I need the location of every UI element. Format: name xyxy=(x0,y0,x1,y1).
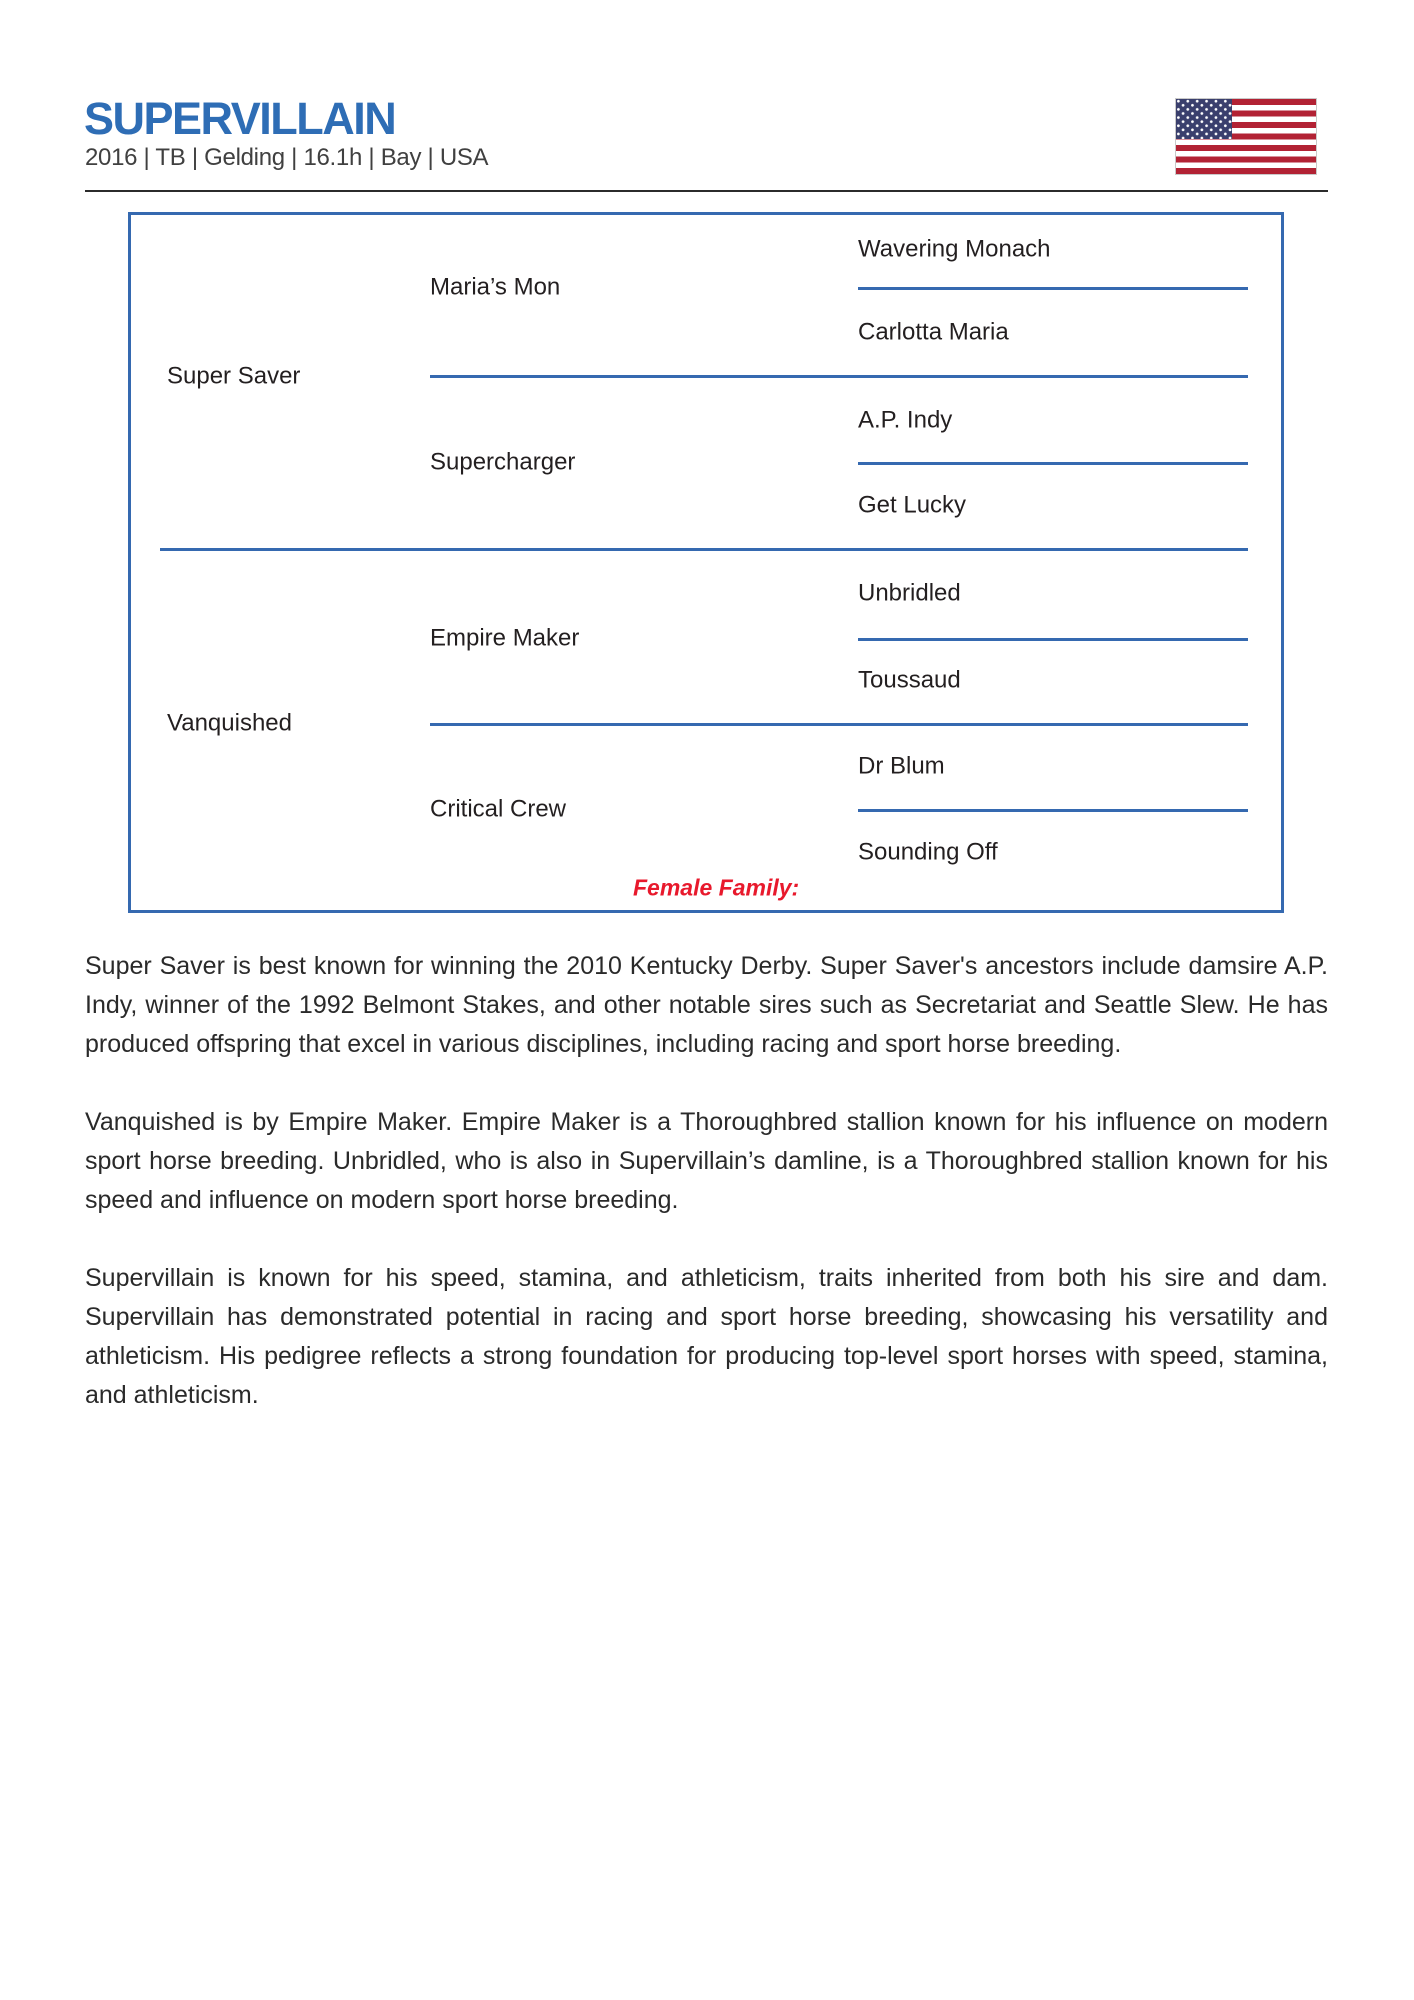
pedigree-chart xyxy=(128,212,1284,913)
pedigree-sire-name: Super Saver xyxy=(167,362,301,390)
pedigree-dam-name: Vanquished xyxy=(167,709,292,737)
pedigree-dam-dam-sire-name: Dr Blum xyxy=(858,752,945,780)
pedigree-separator-line xyxy=(858,638,1248,641)
pedigree-dam-dam-name: Critical Crew xyxy=(430,795,567,823)
pedigree-sire-dam-name: Supercharger xyxy=(430,448,576,476)
pedigree-sire-sire-dam-name: Carlotta Maria xyxy=(858,318,1009,346)
paragraph-sire-description: Super Saver is best known for winning the 2010 Kentucky Derby. Super Saver's ancestors include damsire A.P. Indy, winner of the 1992 Belmont Stakes, and other notable sires such as Secretariat and Seattle Slew. He has produced offspring that excel in various disciplines, including racing and sport horse breeding. xyxy=(85,952,1328,1058)
pedigree-separator-line xyxy=(430,375,1248,378)
paragraph-horse-description: Supervillain is known for his speed, stamina, and athleticism, traits inherited from both his sire and dam. Supervillain has demonstrated potential in racing and sport horse breeding, showcasing his versatility and athleticism. His pedigree reflects a strong foundation for producing top-level sport horses with speed, stamina, and athleticism. xyxy=(85,1264,1328,1409)
header-divider xyxy=(85,190,1328,192)
pedigree-separator-line xyxy=(858,462,1248,465)
pedigree-separator-line xyxy=(430,723,1248,726)
pedigree-dam-dam-dam-name: Sounding Off xyxy=(858,838,998,866)
pedigree-dam-sire-sire-name: Unbridled xyxy=(858,579,961,607)
pedigree-separator-line xyxy=(858,287,1248,290)
paragraph-dam-description: Vanquished is by Empire Maker. Empire Maker is a Thoroughbred stallion known for his influence on modern sport horse breeding. Unbridled, who is also in Supervillain’s damline, is a Thoroughbred stallion known for his speed and influence on modern sport horse breeding. xyxy=(85,1108,1328,1214)
pedigree-dam-sire-dam-name: Toussaud xyxy=(858,666,961,694)
pedigree-sire-sire-name: Maria’s Mon xyxy=(430,273,561,301)
pedigree-sire-dam-sire-name: A.P. Indy xyxy=(858,406,953,434)
description-text xyxy=(85,947,1328,1454)
page-subtitle: 2016 | TB | Gelding | 16.1h | Bay | USA xyxy=(85,144,489,171)
usa-flag-icon xyxy=(1175,98,1317,175)
pedigree-dam-sire-name: Empire Maker xyxy=(430,624,580,652)
pedigree-sire-sire-sire-name: Wavering Monach xyxy=(858,235,1051,263)
pedigree-sire-dam-dam-name: Get Lucky xyxy=(858,491,967,519)
page-title: SUPERVILLAIN xyxy=(84,93,396,144)
pedigree-separator-line xyxy=(160,548,1248,551)
female-family-label: Female Family: xyxy=(633,874,800,901)
usa-flag-canton xyxy=(1176,99,1232,139)
pedigree-separator-line xyxy=(858,809,1248,812)
